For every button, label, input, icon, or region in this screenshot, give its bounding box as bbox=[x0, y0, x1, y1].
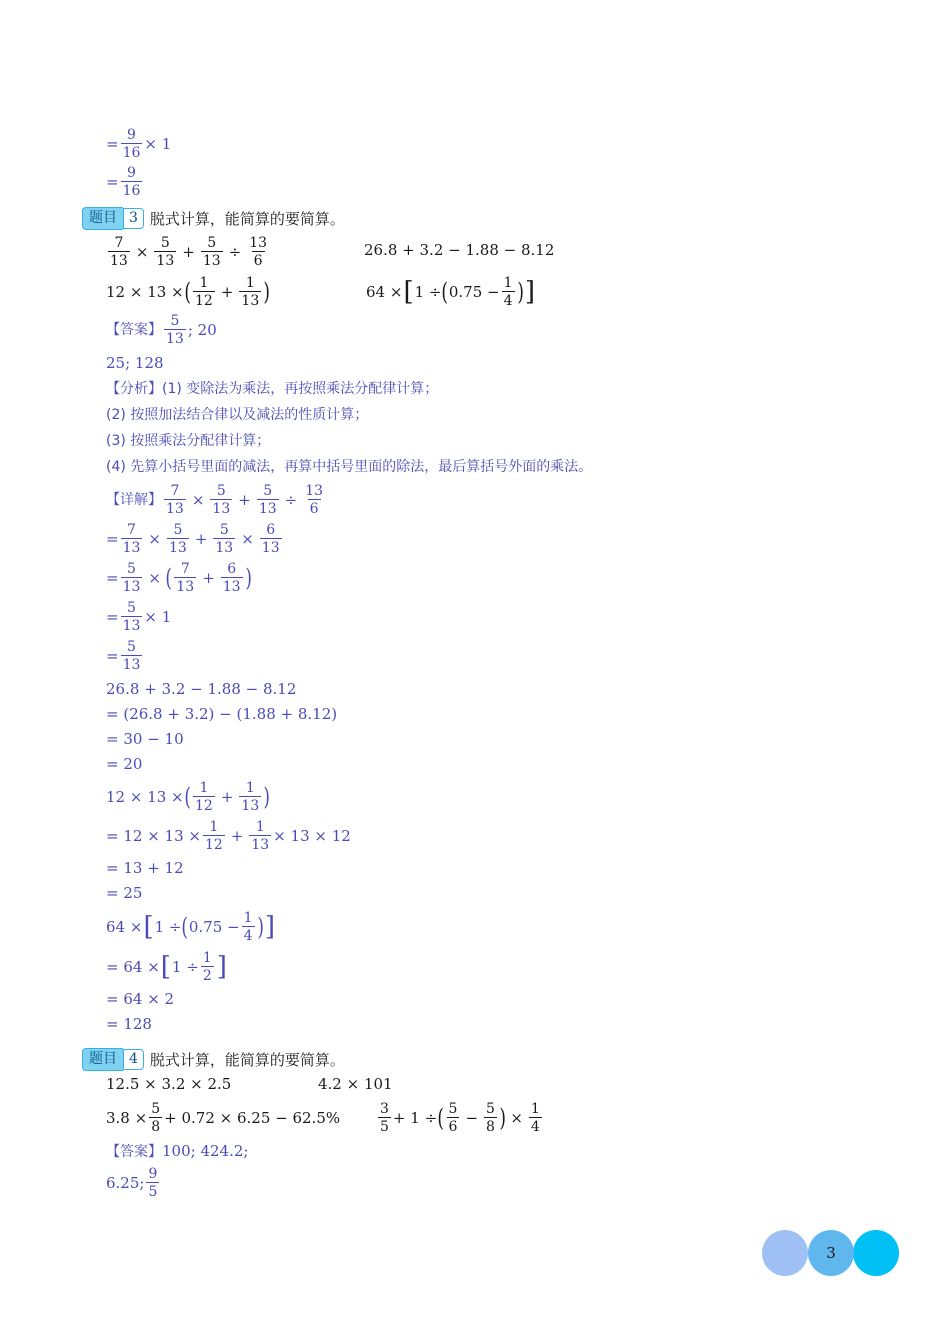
q3-detail-u3: = 13 + 12 bbox=[106, 859, 184, 877]
q3-analysis-3: (3) 按照乘法分配律计算； bbox=[106, 433, 271, 449]
q3-detail-v1: 64 × [ 1 ÷ ( 0.75 − $\frac{1}{4}$ ) ] bbox=[106, 910, 276, 944]
q4-answer-1: 【答案】 100; 424.2; bbox=[106, 1142, 249, 1160]
q4-answer-2: 6.25; 9 5 bbox=[106, 1166, 158, 1200]
q3-detail-t4: = 20 bbox=[106, 755, 143, 773]
q3-detail-u1: 12 × 13 × ( 1 12 + $\frac{1}{13}$ ) bbox=[106, 780, 271, 814]
question-prompt: 脱式计算，能简算的要简算。 bbox=[149, 210, 345, 228]
q3-detail-1: 【详解】 $\frac{7}{13}$ × $\frac{5}{13}$ + $\frac{5}{13}$ ÷ $\frac{13}{6}$ bbox=[106, 483, 324, 517]
answer-label: 【答案】 bbox=[106, 322, 162, 338]
q3-detail-u2: = 12 × 13 × $\frac{1}{12}$ + $\frac{1}{13}$ × 13 × 12 bbox=[106, 819, 351, 853]
q3-answer-2: 25; 128 bbox=[106, 354, 164, 372]
q3-problem-4: 64 × [ 1 ÷ ( 0.75 − $\frac{1}{4}$ ) ] bbox=[366, 275, 536, 309]
analysis-label: 【分析】 bbox=[106, 381, 162, 397]
q3-detail-t1: 26.8 + 3.2 − 1.88 − 8.12 bbox=[106, 680, 297, 698]
q4-problem-3: 3.8 × $\frac{5}{8}$ + 0.72 × 6.25 − 62.5% bbox=[106, 1101, 341, 1135]
question-prompt: 脱式计算，能简算的要简算。 bbox=[149, 1051, 345, 1069]
q4-header bbox=[82, 1049, 345, 1070]
question-number: 3 bbox=[123, 208, 144, 229]
q3-detail-3: = $\frac{5}{13}$ × ( 7 13 + $\frac{6}{13}$ ) bbox=[106, 561, 252, 595]
q3-analysis-4: (4) 先算小括号里面的减法，再算中括号里面的除法，最后算括号外面的乘法。 bbox=[106, 459, 593, 475]
q3-analysis-1: 【分析】 (1) 变除法为乘法，再按照乘法分配律计算； bbox=[106, 381, 439, 397]
q3-problem-2: 26.8 + 3.2 − 1.88 − 8.12 bbox=[364, 241, 555, 259]
q3-problem-1: $\frac{7}{13}$ × $\frac{5}{13}$ + $\frac{5}{13}$ ÷ $\frac{13}{6}$ bbox=[110, 235, 268, 269]
q3-detail-v3: = 64 × 2 bbox=[106, 990, 175, 1008]
decor-circle-3 bbox=[853, 1230, 899, 1276]
q3-answer: 【答案】 5 13 ; 20 bbox=[106, 313, 217, 347]
q3-detail-t2: = (26.8 + 3.2) − (1.88 + 8.12) bbox=[106, 705, 338, 723]
fraction: $\frac{9}{16}$ bbox=[122, 127, 141, 161]
answer-label: 【答案】 bbox=[106, 1143, 162, 1160]
q3-detail-t3: = 30 − 10 bbox=[106, 730, 184, 748]
q3-header bbox=[82, 208, 345, 229]
detail-label: 【详解】 bbox=[106, 492, 162, 508]
q2-step-1: = $\frac{9}{16}$ × 1 bbox=[106, 127, 172, 161]
fraction: $\frac{9}{16}$ bbox=[122, 165, 141, 199]
q4-problem-1: 12.5 × 3.2 × 2.5 bbox=[106, 1075, 232, 1093]
q4-problem-2: 4.2 × 101 bbox=[318, 1075, 393, 1093]
q3-problem-3: 12 × 13 × ( 1 12 + $\frac{1}{13}$ ) bbox=[106, 275, 271, 309]
decor-circle-1 bbox=[762, 1230, 808, 1276]
question-number: 4 bbox=[123, 1049, 144, 1070]
q3-detail-v2: = 64 × [ 1 ÷ $\frac{1}{2}$ ] bbox=[106, 950, 227, 984]
q3-detail-u4: = 25 bbox=[106, 884, 143, 902]
question-tag: 题目 bbox=[82, 207, 123, 230]
q3-detail-v4: = 128 bbox=[106, 1015, 152, 1033]
q3-detail-5: = $\frac{5}{13}$ bbox=[106, 639, 141, 673]
page-number: 3 bbox=[808, 1230, 854, 1276]
q3-analysis-2: (2) 按照加法结合律以及减法的性质计算； bbox=[106, 407, 369, 423]
q3-detail-4: = $\frac{5}{13}$ × 1 bbox=[106, 600, 172, 634]
question-tag: 题目 bbox=[82, 1048, 123, 1071]
q4-problem-4: 3 5 + 1 ÷ ( 5 6 − $\frac{5}{8}$ ) × $\frac{1}{4}$ bbox=[380, 1101, 540, 1135]
q3-detail-2: = $\frac{7}{13}$ × $\frac{5}{13}$ + $\frac{5}{13}$ × $\frac{6}{13}$ bbox=[106, 522, 280, 556]
q2-step-2: = $\frac{9}{16}$ bbox=[106, 165, 141, 199]
